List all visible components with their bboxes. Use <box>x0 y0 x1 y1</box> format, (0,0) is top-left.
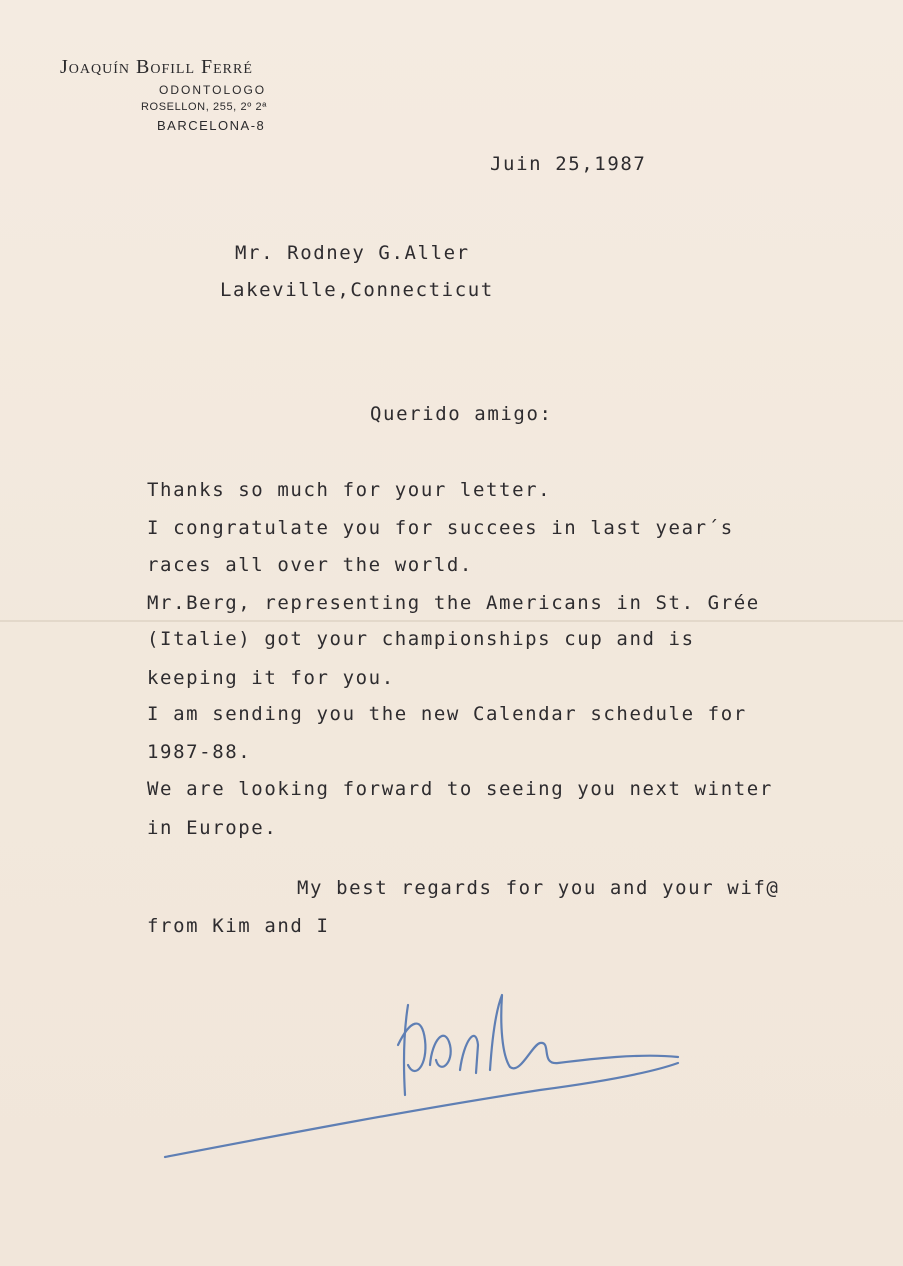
body-line: I am sending you the new Calendar schedule for <box>147 703 747 725</box>
letter-date: Juin 25,1987 <box>490 153 647 175</box>
body-line: (Italie) got your championships cup and is <box>147 628 695 650</box>
body-line: I congratulate you for succees in last year´s <box>147 517 734 539</box>
salutation: Querido amigo: <box>370 403 553 425</box>
body-line: Thanks so much for your letter. <box>147 479 552 501</box>
letterhead-city: BARCELONA-8 <box>157 118 266 133</box>
body-line: keeping it for you. <box>147 667 395 689</box>
paper-fold-line <box>0 620 903 622</box>
recipient-location: Lakeville,Connecticut <box>220 279 494 301</box>
body-line: races all over the world. <box>147 554 473 576</box>
body-line: 1987-88. <box>147 741 252 763</box>
handwritten-signature <box>160 985 690 1165</box>
body-line: We are looking forward to seeing you next winter <box>147 778 773 800</box>
letterhead-profession: ODONTOLOGO <box>159 83 267 97</box>
letterhead-address: ROSELLON, 255, 2º 2ª <box>141 101 267 113</box>
letterhead-name: Joaquín Bofill Ferré <box>60 56 253 78</box>
body-line: in Europe. <box>147 817 278 839</box>
body-line: Mr.Berg, representing the Americans in St. Grée <box>147 592 760 614</box>
closing-line: My best regards for you and your wif@ <box>297 877 780 899</box>
closing-line: from Kim and I <box>147 915 330 937</box>
recipient-name: Mr. Rodney G.Aller <box>235 242 470 264</box>
letterhead <box>60 55 390 133</box>
